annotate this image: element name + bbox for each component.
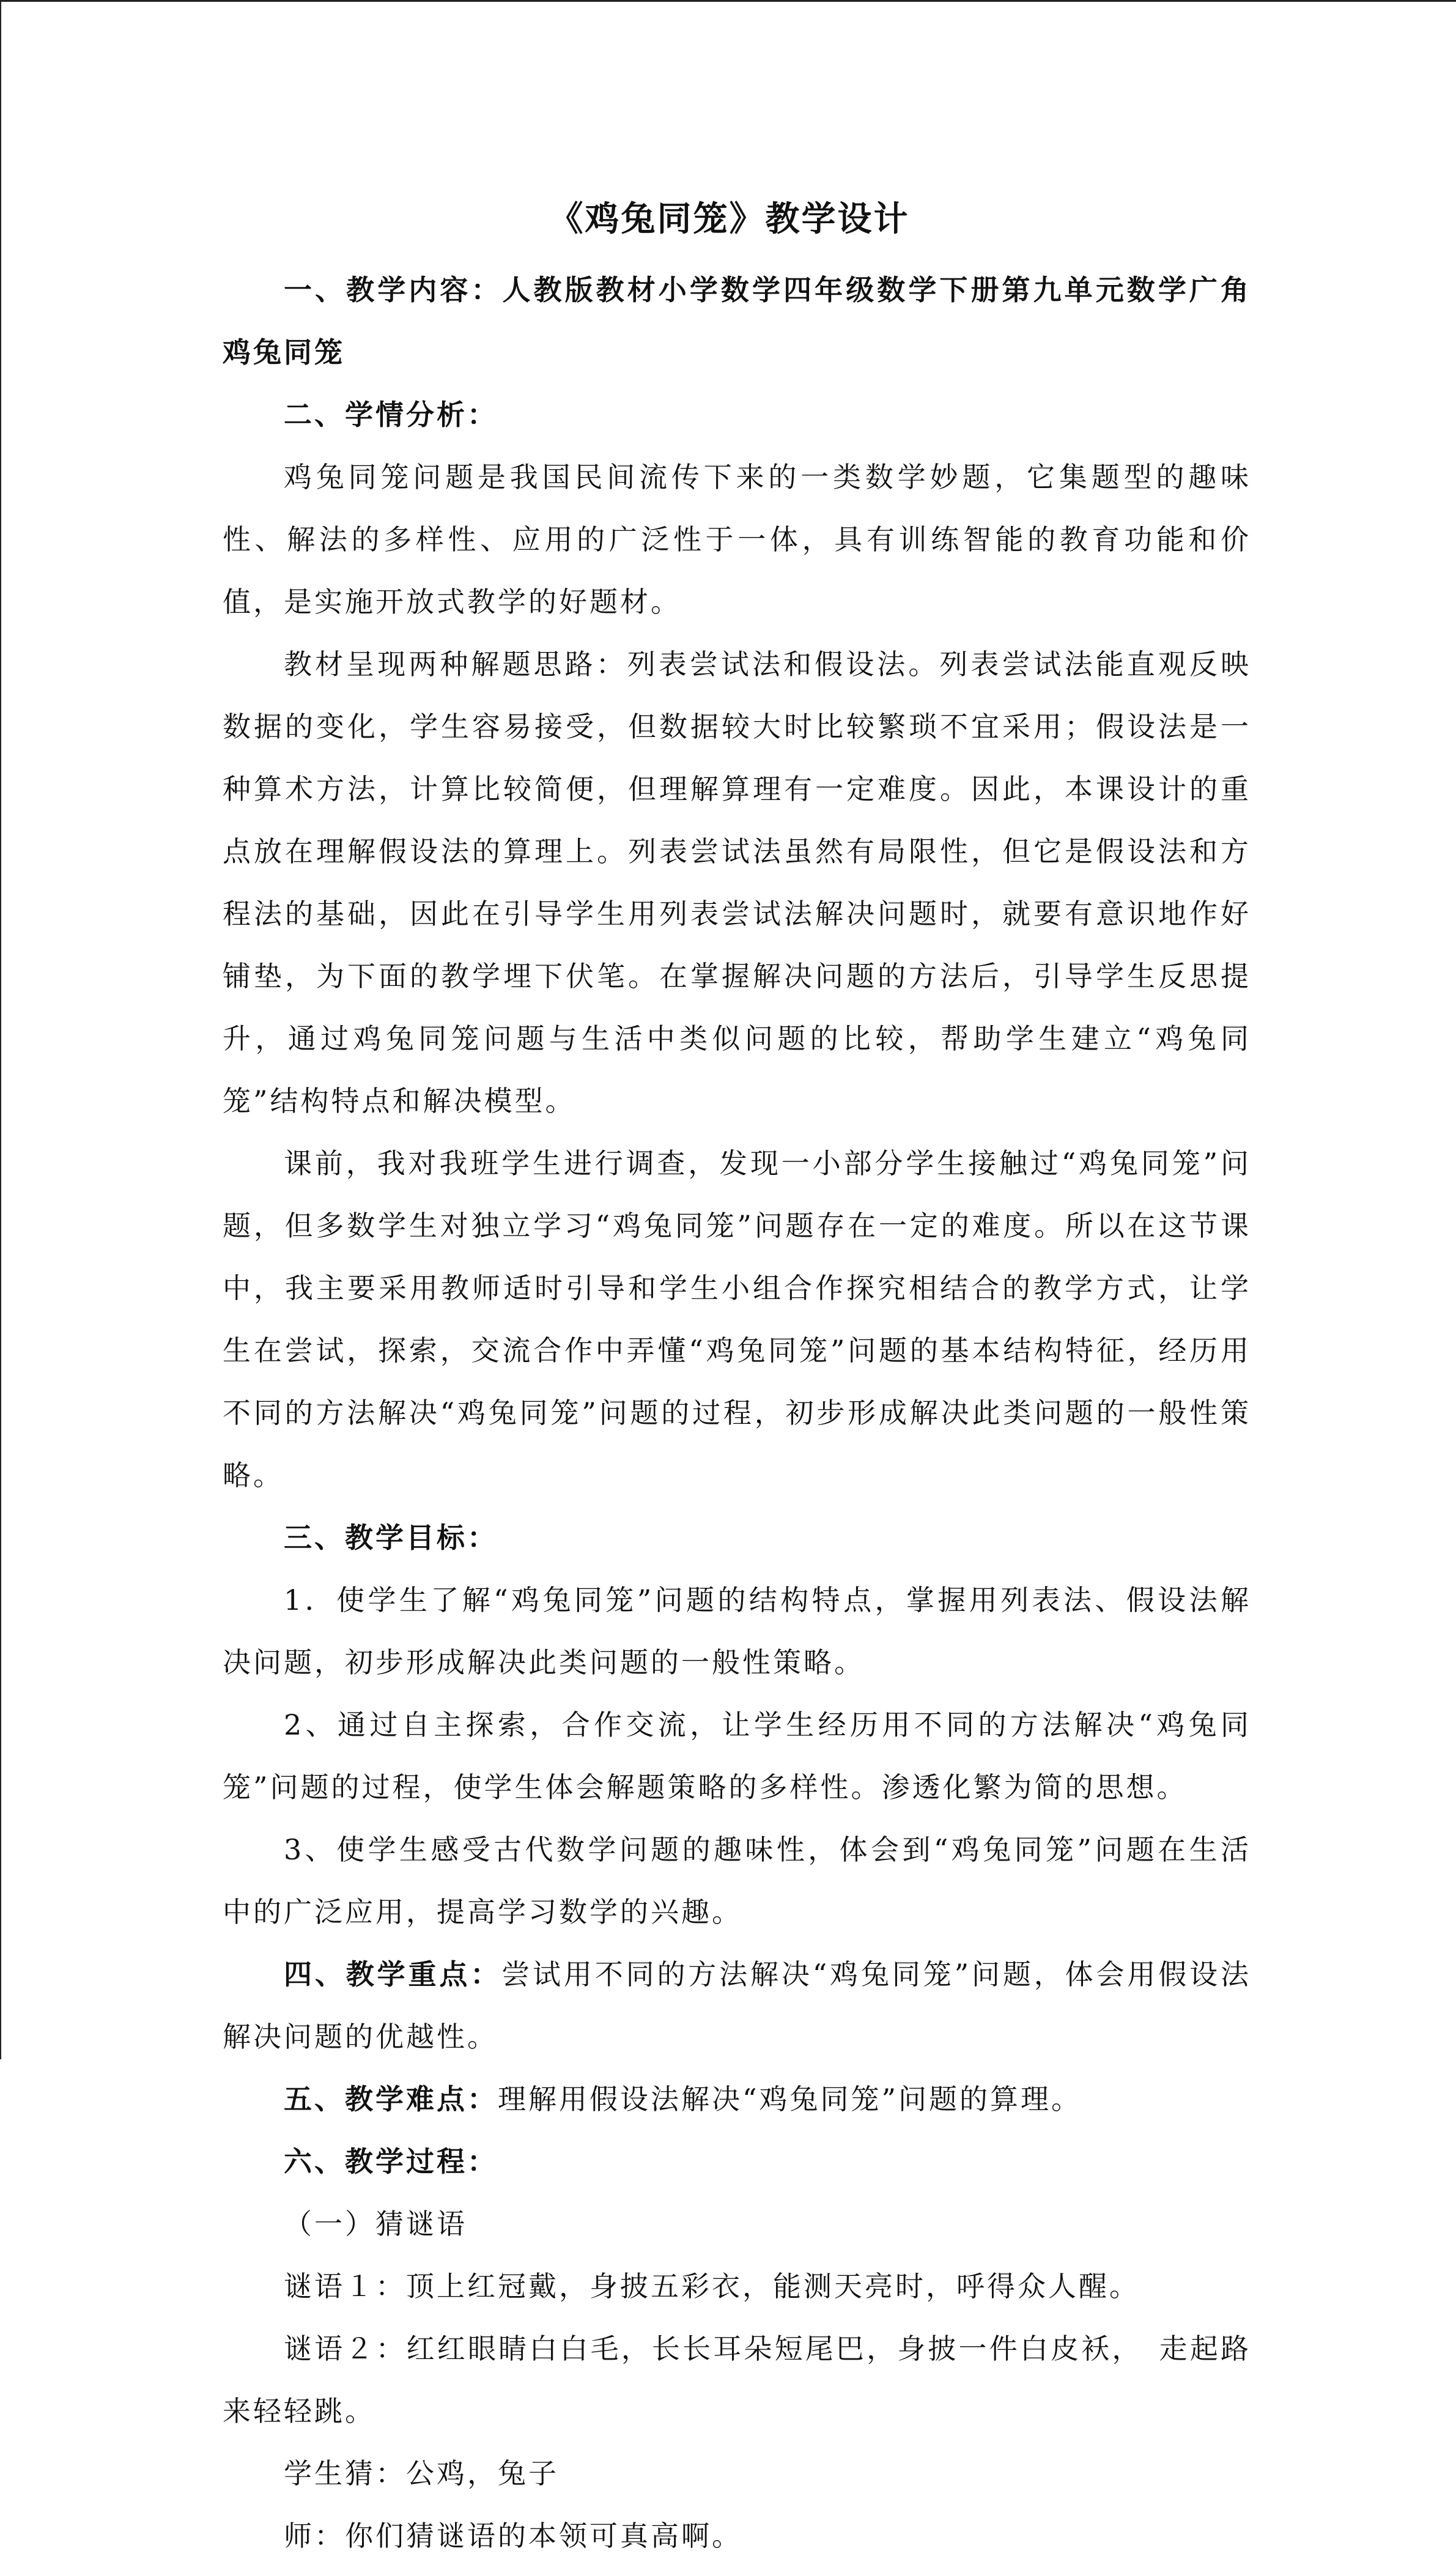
goal-item-1: 1．使学生了解“鸡兔同笼”问题的结构特点，掌握用列表法、假设法解决问题，初步形成解决此类问题的一般性策略。 — [223, 1584, 1251, 1679]
section-heading-process: 六、教学过程： — [284, 2145, 498, 2178]
riddle-2: 谜语２：红红眼睛白白毛，长长耳朵短尾巴，身披一件白皮袄， 走起路来轻轻跳。 — [223, 2332, 1251, 2428]
goal-item-3: 3、使学生感受古代数学问题的趣味性，体会到“鸡兔同笼”问题在生活中的广泛应用，提高学习数学的兴趣。 — [223, 1833, 1251, 1928]
analysis-paragraph-3: 课前，我对我班学生进行调查，发现一小部分学生接触过“鸡兔同笼”问题，但多数学生对独立学习“鸡兔同笼”问题存在一定的难度。所以在这节课中，我主要采用教师适时引导和学生小组合作探究相结合的教学方式，让学生在尝试，探索，交流合作中弄懂“鸡兔同笼”问题的基本结构特征，经历用不同的方法解决“鸡兔同笼”问题的过程，初步形成解决此类问题的一般性策略。 — [223, 1147, 1251, 1492]
student-answer: 学生猜：公鸡，兔子 — [284, 2457, 559, 2490]
riddle-1: 谜语１：顶上红冠戴，身披五彩衣，能测天亮时，呼得众人醒。 — [284, 2270, 1140, 2303]
section-teaching-content: 一、教学内容：人教版教材小学数学四年级数学下册第九单元数学广角鸡兔同笼 — [223, 273, 1251, 369]
section-heading-analysis: 二、学情分析： — [284, 398, 498, 431]
document-title: 《鸡兔同笼》教学设计 — [549, 199, 910, 239]
analysis-paragraph-1: 鸡兔同笼问题是我国民间流传下来的一类数学妙题，它集题型的趣味性、解法的多样性、应用的广泛性于一体，具有训练智能的教育功能和价值，是实施开放式教学的好题材。 — [223, 461, 1251, 618]
section-key-point — [223, 1943, 1251, 2068]
key-point-text: 尝试用不同的方法解决“鸡兔同笼”问题，体会用假设法解决问题的优越性。 — [223, 1958, 1251, 2053]
document-body — [223, 259, 1251, 2567]
section-difficulty — [223, 2068, 1251, 2130]
goal-item-2: 2、通过自主探索，合作交流，让学生经历用不同的方法解决“鸡兔同笼”问题的过程，使学生体会解题策略的多样性。渗透化繁为简的思想。 — [223, 1708, 1251, 1804]
process-subheading-riddles: （一）猜谜语 — [284, 2207, 467, 2240]
teacher-remark: 师：你们猜谜语的本领可真高啊。 — [284, 2519, 742, 2552]
key-point-label: 四、教学重点： — [284, 1958, 502, 1991]
difficulty-label: 五、教学难点： — [284, 2083, 498, 2116]
difficulty-text: 理解用假设法解决“鸡兔同笼”问题的算理。 — [498, 2083, 1082, 2116]
section-heading-goals: 三、教学目标： — [284, 1521, 498, 1554]
analysis-paragraph-2: 教材呈现两种解题思路：列表尝试法和假设法。列表尝试法能直观反映数据的变化，学生容易接受，但数据较大时比较繁琐不宜采用；假设法是一种算术方法，计算比较简便，但理解算理有一定难度。因此，本课设计的重点放在理解假设法的算理上。列表尝试法虽然有局限性，但它是假设法和方程法的基础，因此在引导学生用列表尝试法解决问题时，就要有意识地作好铺垫，为下面的教学埋下伏笔。在掌握解决问题的方法后，引导学生反思提升，通过鸡兔同笼问题与生活中类似问题的比较，帮助学生建立“鸡兔同笼”结构特点和解决模型。 — [223, 648, 1251, 1117]
